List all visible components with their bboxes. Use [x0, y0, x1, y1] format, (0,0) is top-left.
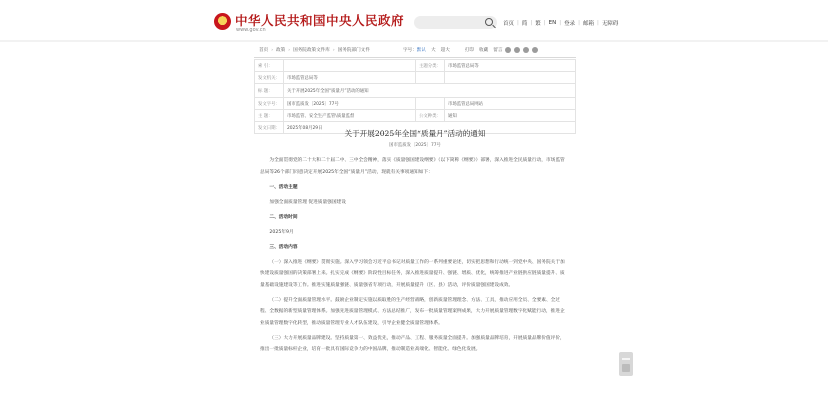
- meta-subject-label: 主题分类：: [415, 60, 444, 72]
- meta-title-label: 标 题：: [255, 84, 284, 98]
- meta-index-value: [283, 60, 415, 72]
- section-heading-theme: 一、活动主题: [269, 184, 298, 190]
- breadcrumb-policy-library[interactable]: 国务院政策文件库: [293, 48, 330, 53]
- meta-website-value: 市场监管总局网站: [444, 98, 575, 110]
- weibo-share-icon[interactable]: [514, 47, 520, 53]
- article-doc-number: 国市监质发〔2025〕77号: [389, 143, 441, 148]
- nav-separator: |: [596, 20, 599, 26]
- meta-category-right-value: 市场监管总局等: [444, 60, 575, 72]
- site-title[interactable]: 中华人民共和国中央人民政府: [235, 13, 405, 28]
- qzone-share-icon[interactable]: [523, 47, 529, 53]
- qrcode-icon[interactable]: [622, 364, 630, 372]
- breadcrumb-policy[interactable]: 政策: [276, 48, 286, 53]
- meta-issuer-value: 市场监管总局等: [283, 72, 415, 84]
- breadcrumb-home[interactable]: 首页: [259, 48, 269, 53]
- nav-login[interactable]: 登录: [564, 21, 576, 27]
- search-icon[interactable]: [485, 18, 493, 26]
- site-header: [0, 0, 828, 40]
- nav-mail[interactable]: 邮箱: [582, 21, 594, 27]
- favorite-button[interactable]: 收藏: [479, 48, 489, 53]
- back-to-top-icon[interactable]: [622, 354, 630, 360]
- breadcrumb-arrow-icon: ›: [271, 47, 274, 53]
- content-paragraph-1: （一）深入推进《纲要》贯彻实施。深入学习领会习近平总书记对质量工作的一系列重要论述，切实把思想和行动统一到党中央、国务院关于加快建设质量强国的决策部署上来。扎实完成《纲要》阶段性目标任务，深入推进质量提升、强链、增质、优化，统筹推进产业链供应链质量提升、质量基础设施建设等工作。推进实施质量强链、质量强省专项行动，开展质量提升（区、县）活动，评价质量强国建设成效。: [260, 259, 565, 288]
- national-emblem-icon[interactable]: [214, 13, 231, 30]
- meta-publish-type-label: 公文种类：: [415, 110, 444, 122]
- meta-doc-no-value: 国市监质发〔2025〕77号: [283, 98, 415, 110]
- nav-accessibility[interactable]: 无障碍: [601, 21, 619, 27]
- wechat-share-icon[interactable]: [505, 47, 511, 53]
- time-text: 2025年9月: [269, 229, 294, 235]
- site-url: www.gov.cn: [236, 27, 266, 33]
- meta-category-value: 市场监管、安全生产监管\质量监督: [283, 110, 415, 122]
- nav-home[interactable]: 首页: [503, 21, 515, 27]
- search-input[interactable]: [414, 16, 497, 29]
- breadcrumb: [259, 47, 370, 53]
- font-default-button[interactable]: 默认: [416, 48, 426, 53]
- meta-date-value: 2025年08月29日: [283, 122, 575, 134]
- nav-simplified[interactable]: 简: [521, 21, 528, 27]
- article-title: 关于开展2025年全国“质量月”活动的通知: [344, 129, 486, 138]
- section-heading-content: 三、活动内容: [269, 244, 298, 250]
- feedback-button[interactable]: 留言: [493, 48, 503, 53]
- mobile-share-icon[interactable]: [532, 47, 538, 53]
- meta-publish-type-value: 通知: [444, 110, 575, 122]
- font-large-button[interactable]: 大: [431, 48, 436, 53]
- meta-source-value: [444, 72, 575, 84]
- nav-separator: |: [578, 20, 580, 26]
- header-divider: [0, 40, 828, 42]
- nav-separator: |: [517, 20, 519, 26]
- meta-doc-no-label: 发文字号：: [255, 98, 284, 110]
- theme-text: 加强全面质量管理 促进质量强国建设: [269, 199, 346, 205]
- meta-issuer-label: 发文机关：: [255, 72, 284, 84]
- breadcrumb-department-docs[interactable]: 国务院部门文件: [337, 48, 370, 53]
- article-body: [260, 155, 568, 359]
- toolbar-divider: [254, 57, 576, 58]
- nav-separator: |: [530, 20, 533, 26]
- breadcrumb-arrow-icon: ›: [332, 47, 335, 53]
- nav-traditional[interactable]: 繁: [535, 21, 541, 27]
- content-paragraph-2: （二）提升全面质量管理水平。鼓励企业制定实施以质取胜的生产经营战略，创新质量管理理念、方法、工具，推动应用全员、全要素、全过程、全数据的新型质量管理体系。加强先进质量管理模式、方法总结推广，发布一批质量管理案例成果，大力开展质量管理数字化赋能行动，推进企业质量管理数字化转型，推动质量管理专业人才队伍建设，引导企业健全质量管理体系。: [260, 297, 565, 326]
- document-meta-table: [254, 59, 576, 134]
- top-nav: [503, 19, 618, 27]
- font-size-label: 字号：: [403, 48, 417, 53]
- breadcrumb-arrow-icon: ›: [288, 47, 291, 53]
- section-heading-time: 二、活动时间: [269, 214, 298, 220]
- nav-english[interactable]: EN: [548, 20, 557, 26]
- meta-issue-label: [415, 98, 444, 110]
- meta-index-label: 索 引：: [255, 60, 284, 72]
- print-button[interactable]: 打印: [464, 48, 475, 53]
- meta-date-label-top: [415, 72, 444, 84]
- article-intro: 为全面贯彻党的二十大和二十届二中、三中全会精神，落实《质量强国建设纲要》（以下简称《纲要》）部署，深入推进全民质量行动，市场监管总局等26个部门同意决定开展2025年全国“质量月”活动，现就有关事项通知如下：: [260, 158, 565, 175]
- meta-date-label: 发文日期：: [255, 122, 284, 134]
- nav-separator: |: [559, 20, 562, 26]
- meta-category-label: 主 题：: [255, 110, 284, 122]
- content-paragraph-3: （三）大力开展质量品牌建设。坚持质量第一、效益优先，推动产品、工程、服务质量全面提升。加强质量品牌培育，开展质量品牌价值评价，推出一批质量标杆企业，培育一批具有国际竞争力的中国品牌，推动制造业高端化、智能化、绿色化发展。: [260, 335, 565, 352]
- article-tools: [403, 47, 538, 53]
- nav-separator: |: [543, 20, 546, 26]
- font-larger-button[interactable]: 超大: [440, 48, 450, 53]
- meta-title-value: 关于开展2025年全国“质量月”活动的通知: [283, 84, 575, 98]
